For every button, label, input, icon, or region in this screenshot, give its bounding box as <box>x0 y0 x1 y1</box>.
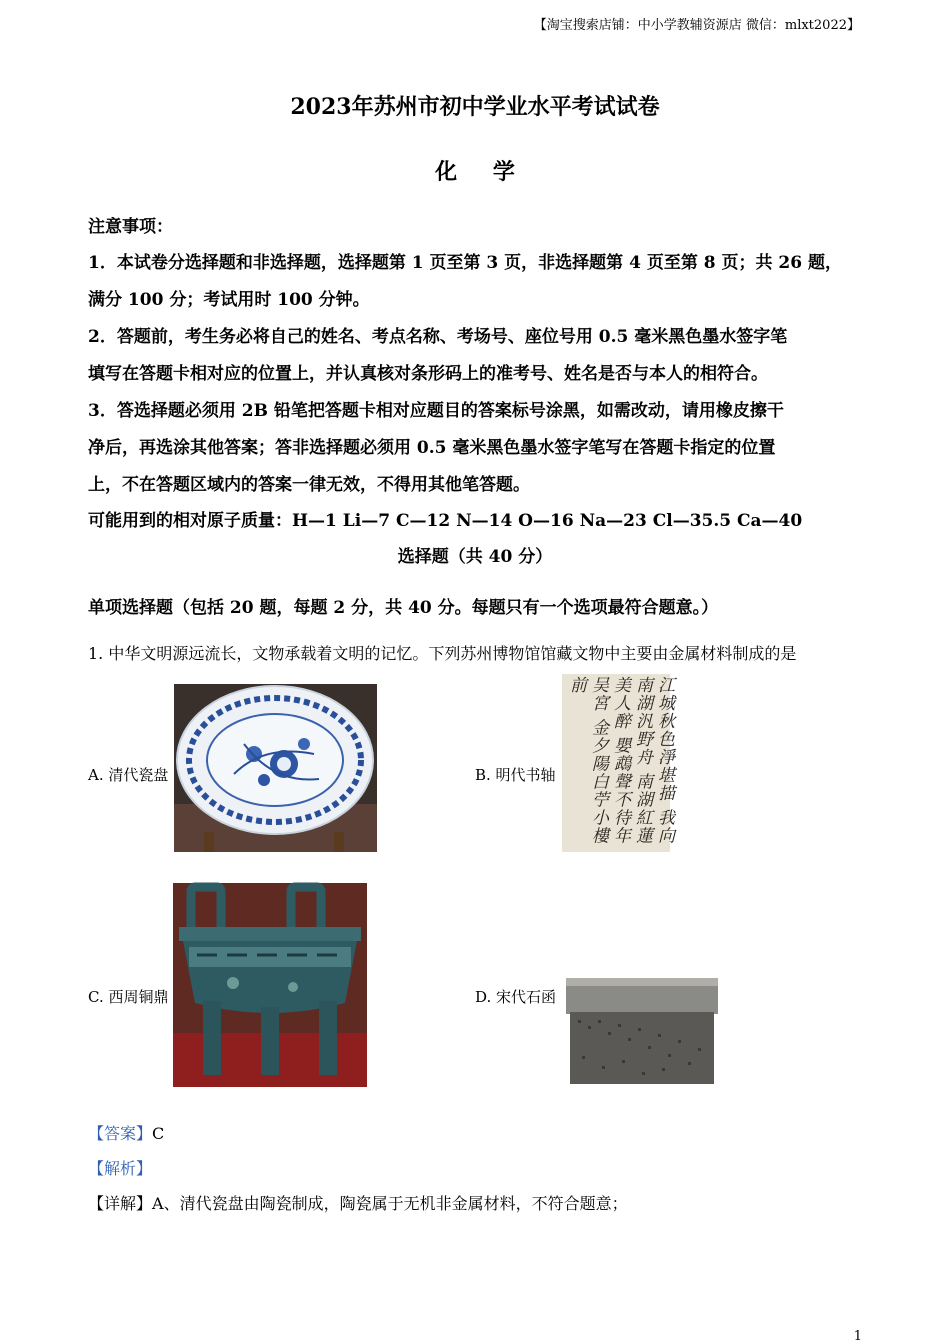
subject-title: 化 学 <box>435 159 529 185</box>
answer-value: C <box>152 1124 165 1143</box>
option-c-label: C. 西周铜鼎 <box>88 988 169 1006</box>
part-title: 单项选择题（包括 20 题，每题 2 分，共 40 分。每题只有一个选项最符合题意。） <box>88 598 719 618</box>
page-number: 1 <box>853 1329 862 1344</box>
stone-box-image <box>562 976 721 1087</box>
notice-line-1: 1．本试卷分选择题和非选择题，选择题第 1 页至第 3 页，非选择题第 4 页至第 8 页；共 26 题， <box>88 253 842 273</box>
notice-heading: 注意事项： <box>88 217 173 237</box>
porcelain-plate-image <box>174 684 377 852</box>
option-b-label: B. 明代书轴 <box>475 766 556 784</box>
notice-line-5: 3．答选择题必须用 2B 铅笔把答题卡相对应题目的答案标号涂黑，如需改动，请用橡皮擦干 <box>88 401 784 421</box>
shop-header-note: 【淘宝搜索店铺：中小学教辅资源店 微信：mlxt2022】 <box>533 18 860 33</box>
section-title: 选择题（共 40 分） <box>397 547 553 567</box>
answer-label: 【答案】 <box>88 1124 153 1143</box>
notice-line-6: 净后，再选涂其他答案；答非选择题必须用 0.5 毫米黑色墨水签字笔写在答题卡指定的位置 <box>88 438 776 458</box>
notice-line-3: 2．答题前，考生务必将自己的姓名、考点名称、考场号、座位号用 0.5 毫米黑色墨水签字笔 <box>88 327 788 347</box>
atomic-mass-line: 可能用到的相对原子质量：H—1 Li—7 C—12 N—14 O—16 Na—23 Cl—35.5 Ca—40 <box>88 511 803 531</box>
option-a-label: A. 清代瓷盘 <box>88 766 169 784</box>
analysis-label: 【解析】 <box>88 1159 153 1178</box>
notice-line-2: 满分 100 分；考试用时 100 分钟。 <box>88 290 370 310</box>
answer-line <box>88 1121 164 1144</box>
detail-line <box>88 1191 628 1214</box>
detail-label: 【详解】 <box>88 1194 153 1213</box>
question-1-stem: 1. 中华文明源远流长，文物承载着文明的记忆。下列苏州博物馆馆藏文物中主要由金属材料制成的是 <box>88 644 797 663</box>
detail-text: A、清代瓷盘由陶瓷制成，陶瓷属于无机非金属材料，不符合题意； <box>152 1194 628 1213</box>
calligraphy-scroll-image <box>562 674 674 852</box>
option-d-label: D. 宋代石函 <box>475 988 557 1006</box>
notice-line-7: 上，不在答题区域内的答案一律无效，不得用其他笔答题。 <box>88 475 530 495</box>
notice-line-4: 填写在答题卡相对应的位置上，并认真核对条形码上的准考号、姓名是否与本人的相符合。 <box>88 364 768 384</box>
exam-title: 2023年苏州市初中学业水平考试试卷 <box>290 94 660 120</box>
bronze-ding-image <box>173 883 367 1087</box>
calligraphy-text: 江城秋色淨堪描 我向南湖汎野舟 南湖紅蓮美人醉 嬰鵡聲不待年吴宮 金夕陽白苧小樓前 <box>566 676 674 845</box>
